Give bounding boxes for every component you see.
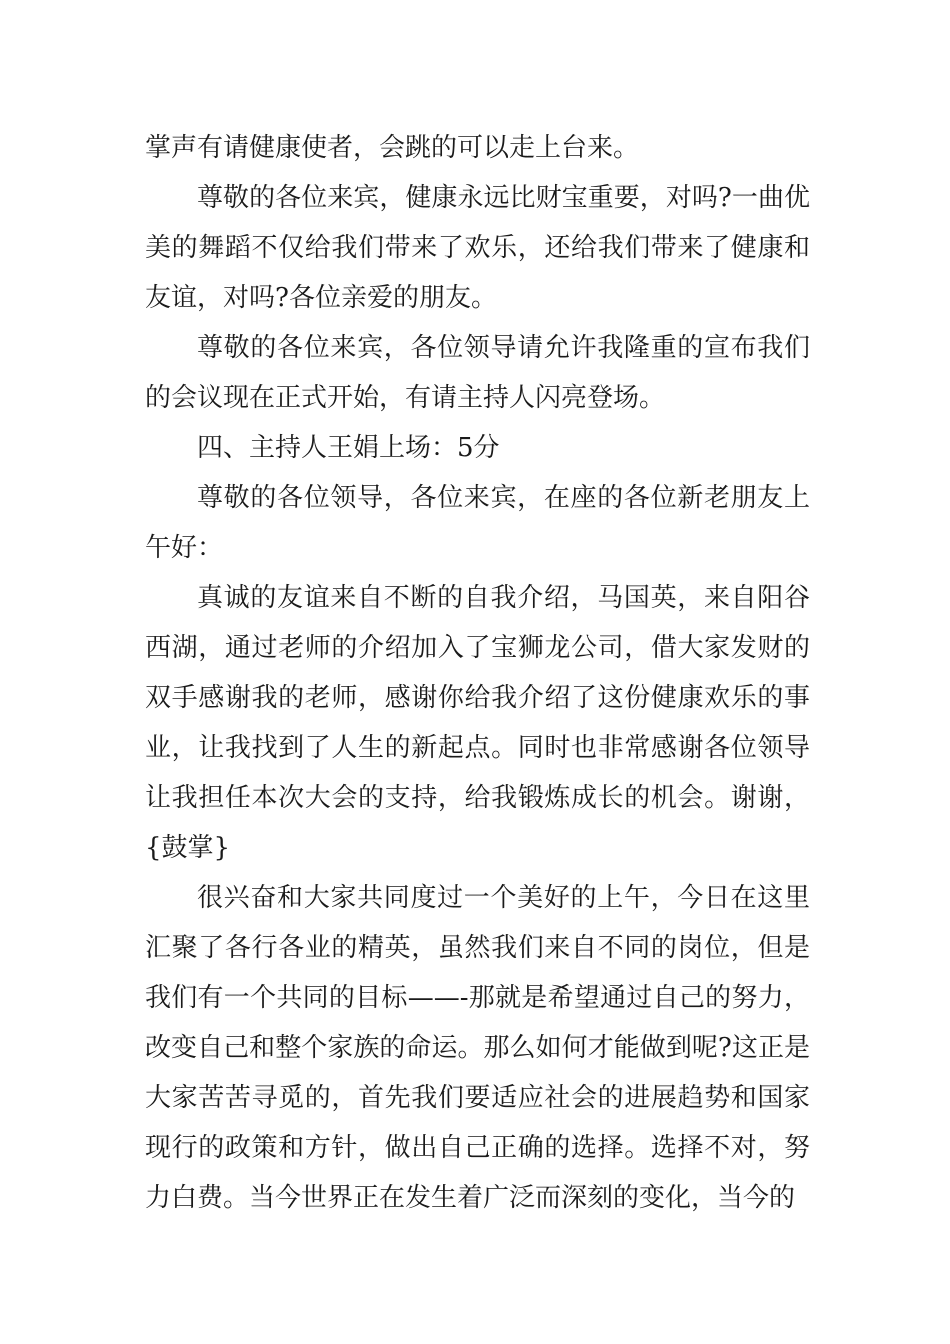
- paragraph: 真诚的友谊来自不断的自我介绍，马国英，来自阳谷西湖，通过老师的介绍加入了宝狮龙公司，借大家发财的双手感谢我的老师，感谢你给我介绍了这份健康欢乐的事业，让我找到了人生的新起点。同时也非常感谢各位领导让我担任本次大会的支持，给我锻炼成长的机会。谢谢，{鼓掌}: [145, 583, 810, 863]
- paragraph: 尊敬的各位来宾，健康永远比财宝重要，对吗?一曲优美的舞蹈不仅给我们带来了欢乐，还给我们带来了健康和友谊，对吗?各位亲爱的朋友。: [145, 183, 810, 313]
- paragraph: 很兴奋和大家共同度过一个美好的上午，今日在这里汇聚了各行各业的精英，虽然我们来自不同的岗位，但是我们有一个共同的目标——-那就是希望通过自己的努力，改变自己和整个家族的命运。那么如何才能做到呢?这正是大家苦苦寻觅的，首先我们要适应社会的进展趋势和国家现行的政策和方针，做出自己正确的选择。选择不对，努力白费。当今世界正在发生着广泛而深刻的变化，当今的: [145, 883, 810, 1213]
- paragraph: 尊敬的各位来宾，各位领导请允许我隆重的宣布我们的会议现在正式开始，有请主持人闪亮登场。: [145, 333, 810, 413]
- section-heading: 四、主持人王娟上场：5分: [197, 433, 500, 463]
- document-body: [145, 123, 810, 1223]
- paragraph: 尊敬的各位领导，各位来宾，在座的各位新老朋友上午好：: [145, 483, 810, 563]
- paragraph: 掌声有请健康使者，会跳的可以走上台来。: [145, 133, 640, 163]
